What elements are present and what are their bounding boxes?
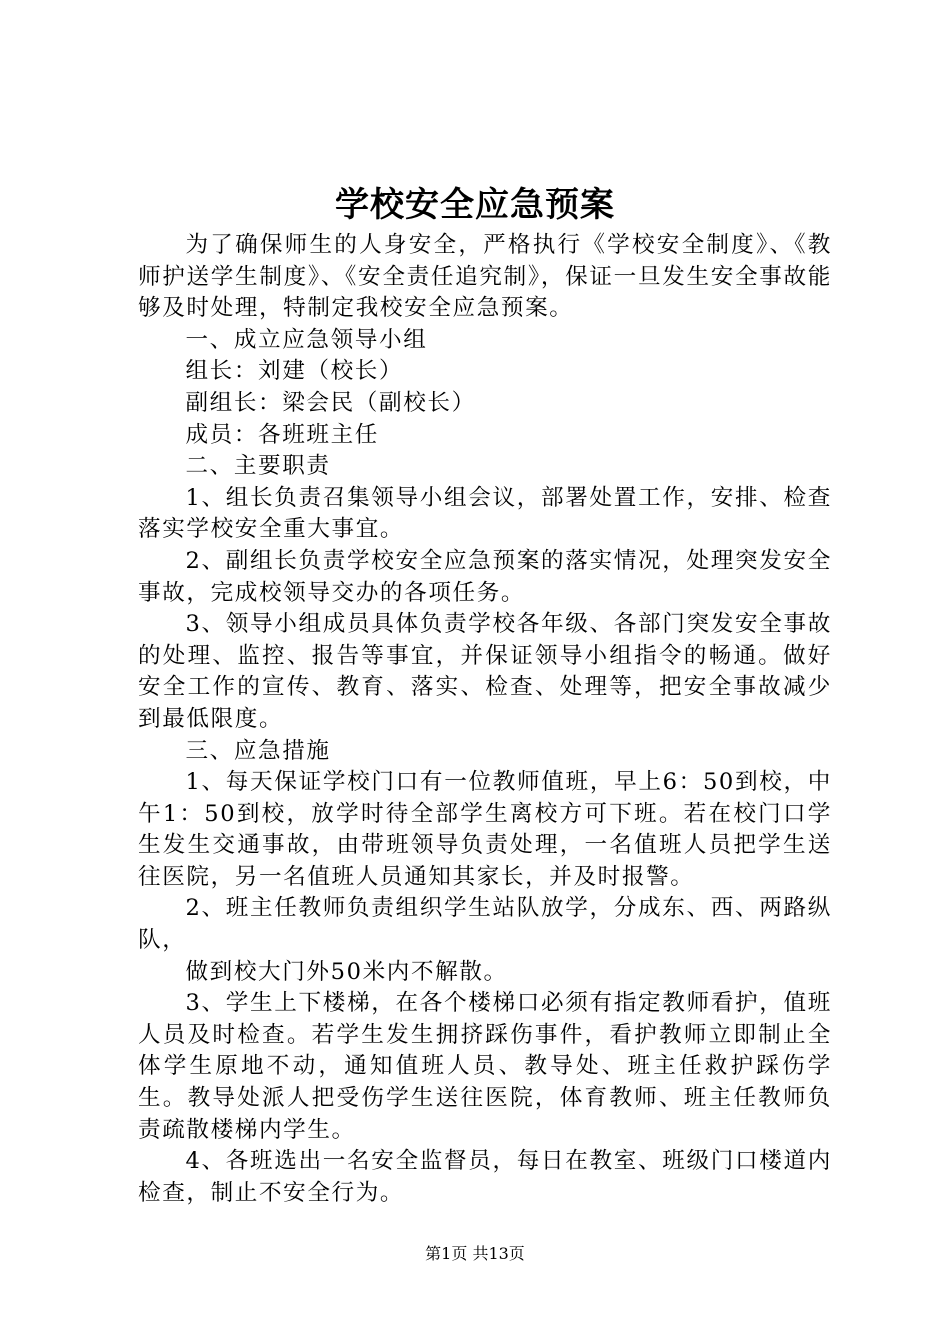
document-body [138,230,832,1209]
section-heading: 三、应急措施 [185,737,331,764]
intro-paragraph: 为了确保师生的人身安全，严格执行《学校安全制度》、《教师护送学生制度》、《安全责任追究制》，保证一旦发生安全事故能够及时处理，特制定我校安全应急预案。 [138,232,832,322]
duty-paragraph: 2、副组长负责学校安全应急预案的落实情况，处理突发安全事故，完成校领导交办的各项任务。 [138,547,832,606]
section-heading: 一、成立应急领导小组 [185,326,428,353]
members-line: 成员：各班班主任 [185,421,380,448]
duty-paragraph: 3、领导小组成员具体负责学校各年级、各部门突发安全事故的处理、监控、报告等事宜，并保证领导小组指令的畅通。做好安全工作的宣传、教育、落实、检查、处理等，把安全事故减少到最低限度。 [138,611,832,732]
page-footer: 第1页 共13页 [425,1244,525,1263]
measure-paragraph: 2、班主任教师负责组织学生站队放学，分成东、西、两路纵队， [138,895,832,954]
document-title: 学校安全应急预案 [335,185,615,225]
section-heading: 二、主要职责 [185,453,331,480]
measure-paragraph: 4、各班选出一名安全监督员，每日在教室、班级门口楼道内检查，制止不安全行为。 [138,1148,832,1206]
duty-paragraph: 1、组长负责召集领导小组会议，部署处置工作，安排、检查落实学校安全重大事宜。 [138,484,832,543]
measure-paragraph: 做到校大门外50米内不解散。 [185,958,508,985]
measure-paragraph: 1、每天保证学校门口有一位教师值班，早上6：50到校，中午1：50到校，放学时待全部学生离校方可下班。若在校门口学生发生交通事故，由带班领导负责处理，一名值班人员把学生送往医院，另一名值班人员通知其家长，并及时报警。 [138,769,832,890]
measure-paragraph: 3、学生上下楼梯，在各个楼梯口必须有指定教师看护，值班人员及时检查。若学生发生拥挤踩伤事件，看护教师立即制止全体学生原地不动，通知值班人员、教导处、班主任救护踩伤学生。教导处派人把受伤学生送往医院，体育教师、班主任教师负责疏散楼梯内学生。 [138,990,832,1143]
leader-line: 组长：刘建（校长） [185,358,404,385]
deputy-leader-line: 副组长：梁会民（副校长） [185,389,476,416]
